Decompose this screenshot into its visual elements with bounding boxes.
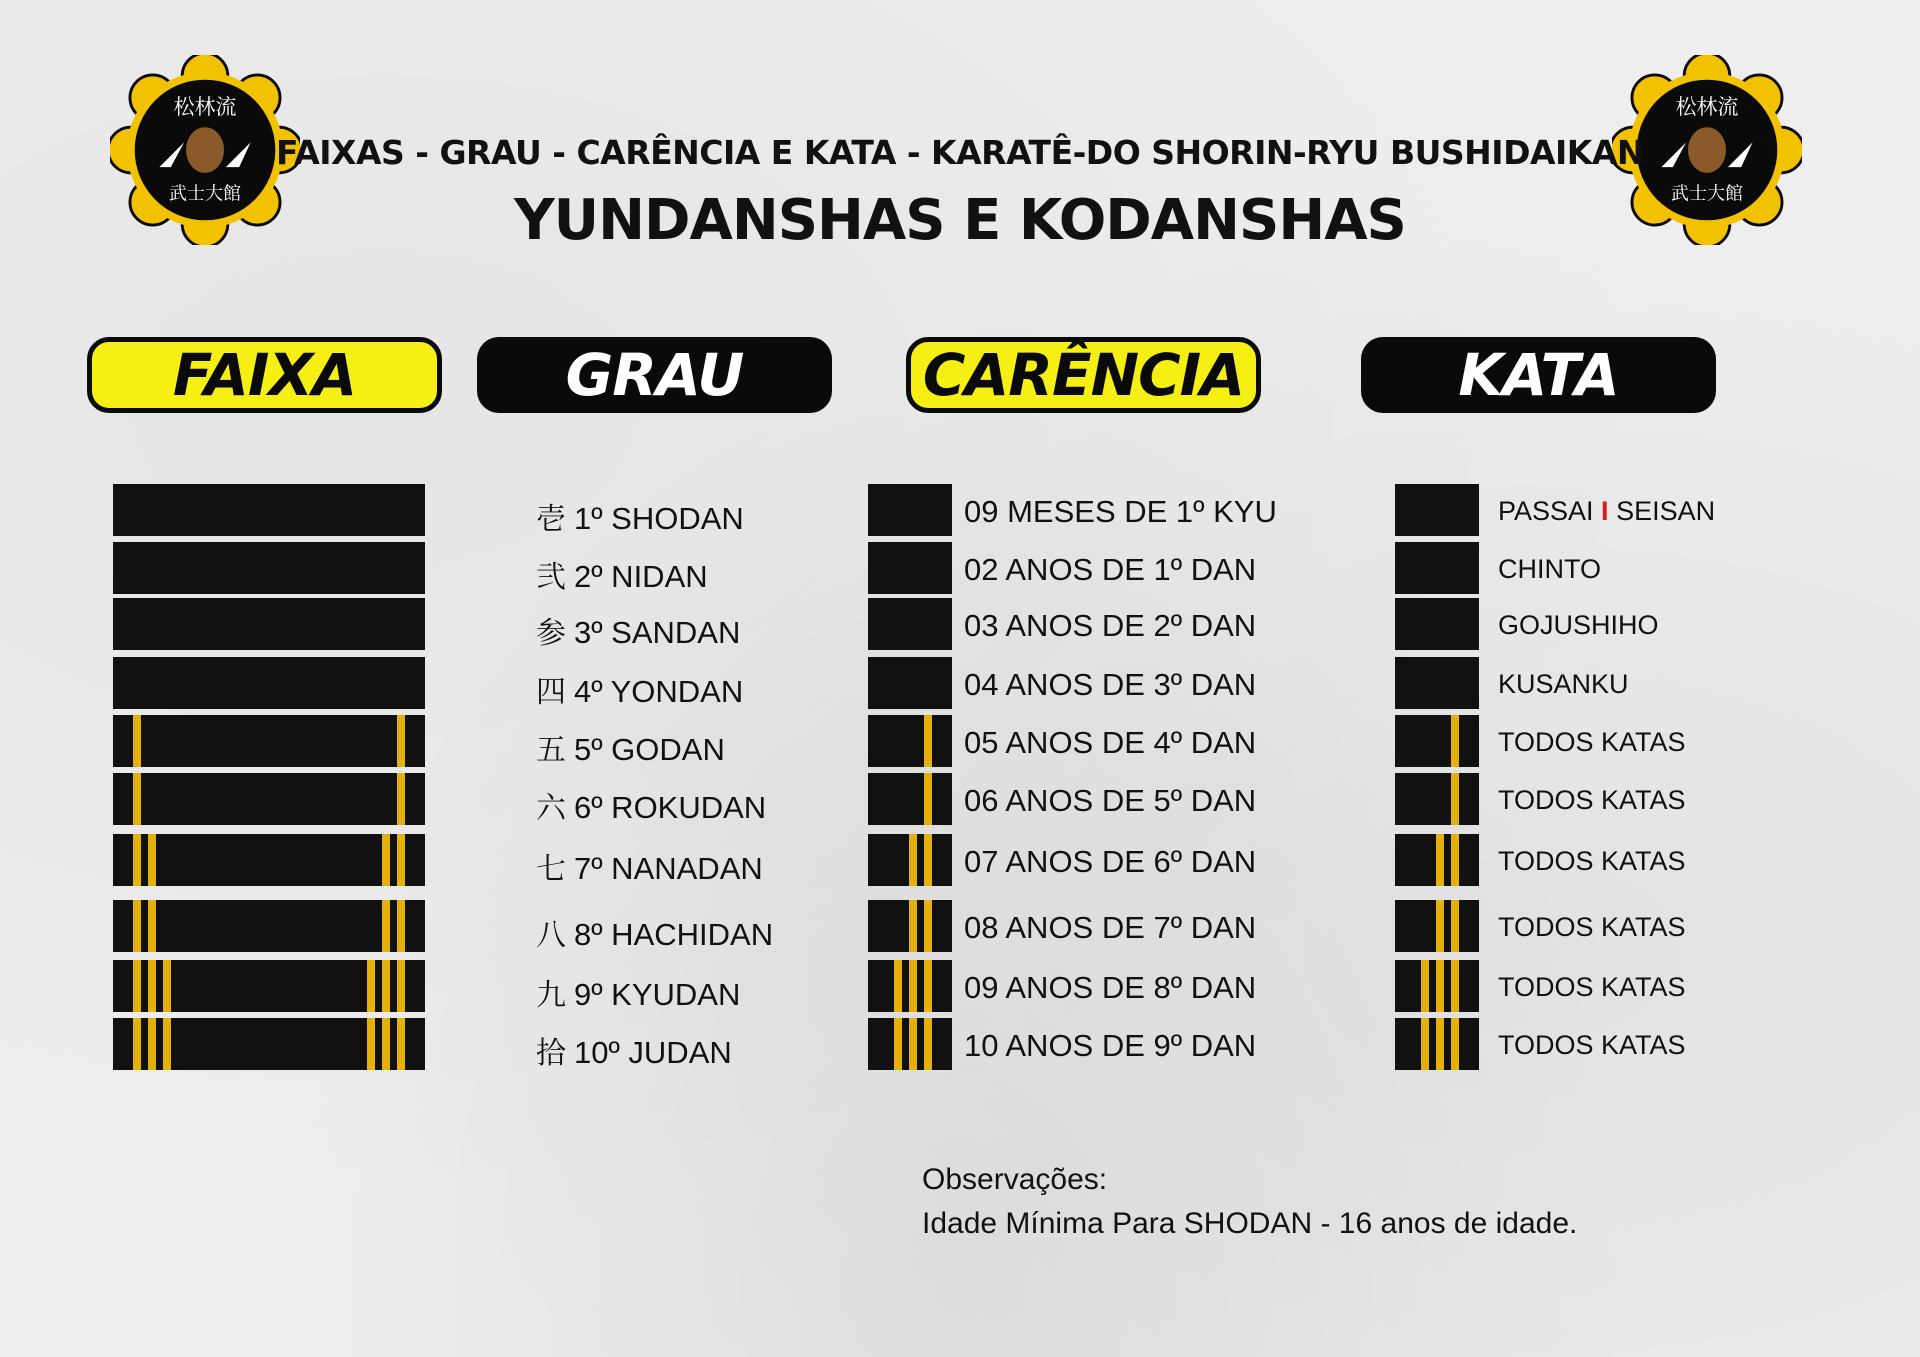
belt-stripe: [1451, 715, 1459, 767]
grau-text: 7º NANADAN: [574, 851, 763, 886]
belt-faixa: [113, 657, 425, 709]
grau-text: 9º KYUDAN: [574, 977, 741, 1012]
belt-stripe: [148, 960, 156, 1012]
grau-kanji: 拾: [536, 1036, 566, 1071]
grau-text: 10º JUDAN: [574, 1035, 732, 1070]
grau-kanji: 六: [536, 791, 566, 826]
belt-faixa: [113, 960, 425, 1012]
belt-carencia: [868, 1018, 952, 1070]
grau-text: 3º SANDAN: [574, 615, 741, 650]
carencia-label: 09 MESES DE 1º KYU: [964, 494, 1277, 529]
belt-kata: [1395, 773, 1479, 825]
kata-label: [1498, 912, 1686, 943]
grau-label: [536, 1028, 732, 1072]
belt-stripe: [1421, 960, 1429, 1012]
belt-kata: [1395, 484, 1479, 536]
grau-text: 1º SHODAN: [574, 501, 744, 536]
svg-text:武士大館: 武士大館: [1670, 183, 1744, 205]
belt-stripe: [909, 900, 917, 952]
belt-stripe: [382, 960, 390, 1012]
belt-faixa: [113, 834, 425, 886]
carencia-label: 07 ANOS DE 6º DAN: [964, 844, 1257, 879]
kata-label: [1498, 610, 1659, 641]
belt-stripe: [894, 1018, 902, 1070]
belt-carencia: [868, 657, 952, 709]
belt-stripe: [924, 900, 932, 952]
kata-separator: I: [1593, 496, 1617, 526]
belt-stripe: [924, 834, 932, 886]
kata-label: [1498, 785, 1686, 816]
belt-stripe: [924, 715, 932, 767]
column-header-grau: GRAU: [477, 337, 832, 413]
belt-kata: [1395, 900, 1479, 952]
belt-stripe: [909, 834, 917, 886]
column-header-faixa: FAIXA: [87, 337, 442, 413]
grau-kanji: 壱: [536, 502, 566, 537]
carencia-label: 04 ANOS DE 3º DAN: [964, 667, 1257, 702]
kata-text: TODOS KATAS: [1498, 912, 1686, 942]
belt-kata: [1395, 657, 1479, 709]
kata-text: PASSAI: [1498, 496, 1594, 526]
carencia-label: 08 ANOS DE 7º DAN: [964, 910, 1257, 945]
belt-stripe: [909, 1018, 917, 1070]
belt-stripe: [924, 1018, 932, 1070]
observations-title: Observações:: [922, 1163, 1108, 1196]
grau-kanji: 参: [536, 616, 566, 651]
belt-stripe: [397, 773, 405, 825]
belt-stripe: [382, 1018, 390, 1070]
carencia-label: 02 ANOS DE 1º DAN: [964, 552, 1257, 587]
grau-text: 6º ROKUDAN: [574, 790, 767, 825]
svg-text:松林流: 松林流: [173, 94, 237, 119]
grau-kanji: 七: [536, 852, 566, 887]
belt-faixa: [113, 773, 425, 825]
belt-stripe: [924, 773, 932, 825]
belt-stripe: [1451, 834, 1459, 886]
belt-stripe: [367, 960, 375, 1012]
belt-stripe: [148, 834, 156, 886]
belt-faixa: [113, 542, 425, 594]
belt-stripe: [894, 960, 902, 1012]
grau-label: [536, 910, 773, 954]
grau-label: [536, 844, 763, 888]
kata-label: [1498, 972, 1686, 1003]
svg-text:武士大館: 武士大館: [168, 183, 242, 205]
belt-kata: [1395, 598, 1479, 650]
kata-label: [1498, 496, 1715, 527]
belt-carencia: [868, 715, 952, 767]
belt-stripe: [397, 1018, 405, 1070]
grau-label: [536, 552, 708, 596]
belt-faixa: [113, 598, 425, 650]
grau-text: 2º NIDAN: [574, 559, 708, 594]
kata-label: [1498, 669, 1629, 700]
belt-stripe: [397, 960, 405, 1012]
belt-stripe: [163, 960, 171, 1012]
belt-stripe: [909, 960, 917, 1012]
kata-text: TODOS KATAS: [1498, 785, 1686, 815]
column-header-kata: KATA: [1361, 337, 1716, 413]
belt-kata: [1395, 1018, 1479, 1070]
belt-stripe: [148, 900, 156, 952]
carencia-label: 03 ANOS DE 2º DAN: [964, 608, 1257, 643]
belt-stripe: [1451, 773, 1459, 825]
kata-text: GOJUSHIHO: [1498, 610, 1659, 640]
belt-carencia: [868, 484, 952, 536]
belt-kata: [1395, 834, 1479, 886]
belt-stripe: [367, 1018, 375, 1070]
page-subtitle: YUNDANSHAS E KODANSHAS: [514, 188, 1406, 253]
svg-text:松林流: 松林流: [1675, 94, 1739, 119]
kata-text: TODOS KATAS: [1498, 1030, 1686, 1060]
belt-carencia: [868, 834, 952, 886]
belt-stripe: [397, 900, 405, 952]
belt-stripe: [133, 1018, 141, 1070]
kata-text: TODOS KATAS: [1498, 972, 1686, 1002]
kata-text-secondary: SEISAN: [1616, 496, 1716, 526]
kata-label: [1498, 727, 1686, 758]
grau-label: [536, 667, 743, 711]
belt-stripe: [1451, 900, 1459, 952]
kata-text: KUSANKU: [1498, 669, 1629, 699]
belt-stripe: [382, 900, 390, 952]
belt-stripe: [924, 960, 932, 1012]
belt-faixa: [113, 1018, 425, 1070]
belt-stripe: [1451, 1018, 1459, 1070]
kata-label: [1498, 1030, 1686, 1061]
grau-kanji: 八: [536, 918, 566, 953]
grau-kanji: 五: [536, 733, 566, 768]
belt-carencia: [868, 598, 952, 650]
carencia-label: 10 ANOS DE 9º DAN: [964, 1028, 1257, 1063]
belt-stripe: [163, 1018, 171, 1070]
belt-stripe: [133, 834, 141, 886]
belt-stripe: [1421, 1018, 1429, 1070]
belt-carencia: [868, 542, 952, 594]
belt-carencia: [868, 773, 952, 825]
grau-text: 5º GODAN: [574, 732, 725, 767]
belt-stripe: [1451, 960, 1459, 1012]
grau-label: [536, 970, 740, 1014]
carencia-label: 05 ANOS DE 4º DAN: [964, 725, 1257, 760]
belt-carencia: [868, 900, 952, 952]
belt-stripe: [1436, 1018, 1444, 1070]
belt-faixa: [113, 715, 425, 767]
kata-text: CHINTO: [1498, 554, 1602, 584]
belt-stripe: [133, 900, 141, 952]
carencia-label: 09 ANOS DE 8º DAN: [964, 970, 1257, 1005]
grau-label: [536, 608, 740, 652]
kata-text: TODOS KATAS: [1498, 846, 1686, 876]
belt-stripe: [397, 715, 405, 767]
belt-stripe: [133, 773, 141, 825]
grau-label: [536, 783, 766, 827]
column-header-carencia: CARÊNCIA: [906, 337, 1261, 413]
belt-faixa: [113, 900, 425, 952]
grau-label: [536, 725, 725, 769]
belt-stripe: [1436, 960, 1444, 1012]
belt-stripe: [148, 1018, 156, 1070]
kata-label: [1498, 554, 1601, 585]
belt-stripe: [133, 960, 141, 1012]
belt-carencia: [868, 960, 952, 1012]
belt-kata: [1395, 960, 1479, 1012]
belt-stripe: [397, 834, 405, 886]
belt-kata: [1395, 715, 1479, 767]
grau-kanji: 四: [536, 675, 566, 710]
grau-kanji: 弐: [536, 560, 566, 595]
belt-stripe: [1436, 900, 1444, 952]
grau-kanji: 九: [536, 978, 566, 1013]
belt-stripe: [1436, 834, 1444, 886]
kata-text: TODOS KATAS: [1498, 727, 1686, 757]
grau-label: [536, 494, 744, 538]
belt-faixa: [113, 484, 425, 536]
belt-stripe: [133, 715, 141, 767]
page-title: FAIXAS - GRAU - CARÊNCIA E KATA - KARATÊ-DO SHORIN-RYU BUSHIDAIKAN: [275, 133, 1645, 172]
kata-label: [1498, 846, 1686, 877]
observations-text: Idade Mínima Para SHODAN - 16 anos de idade.: [922, 1207, 1578, 1240]
belt-stripe: [382, 834, 390, 886]
belt-kata: [1395, 542, 1479, 594]
carencia-label: 06 ANOS DE 5º DAN: [964, 783, 1257, 818]
grau-text: 8º HACHIDAN: [574, 917, 774, 952]
grau-text: 4º YONDAN: [574, 674, 744, 709]
